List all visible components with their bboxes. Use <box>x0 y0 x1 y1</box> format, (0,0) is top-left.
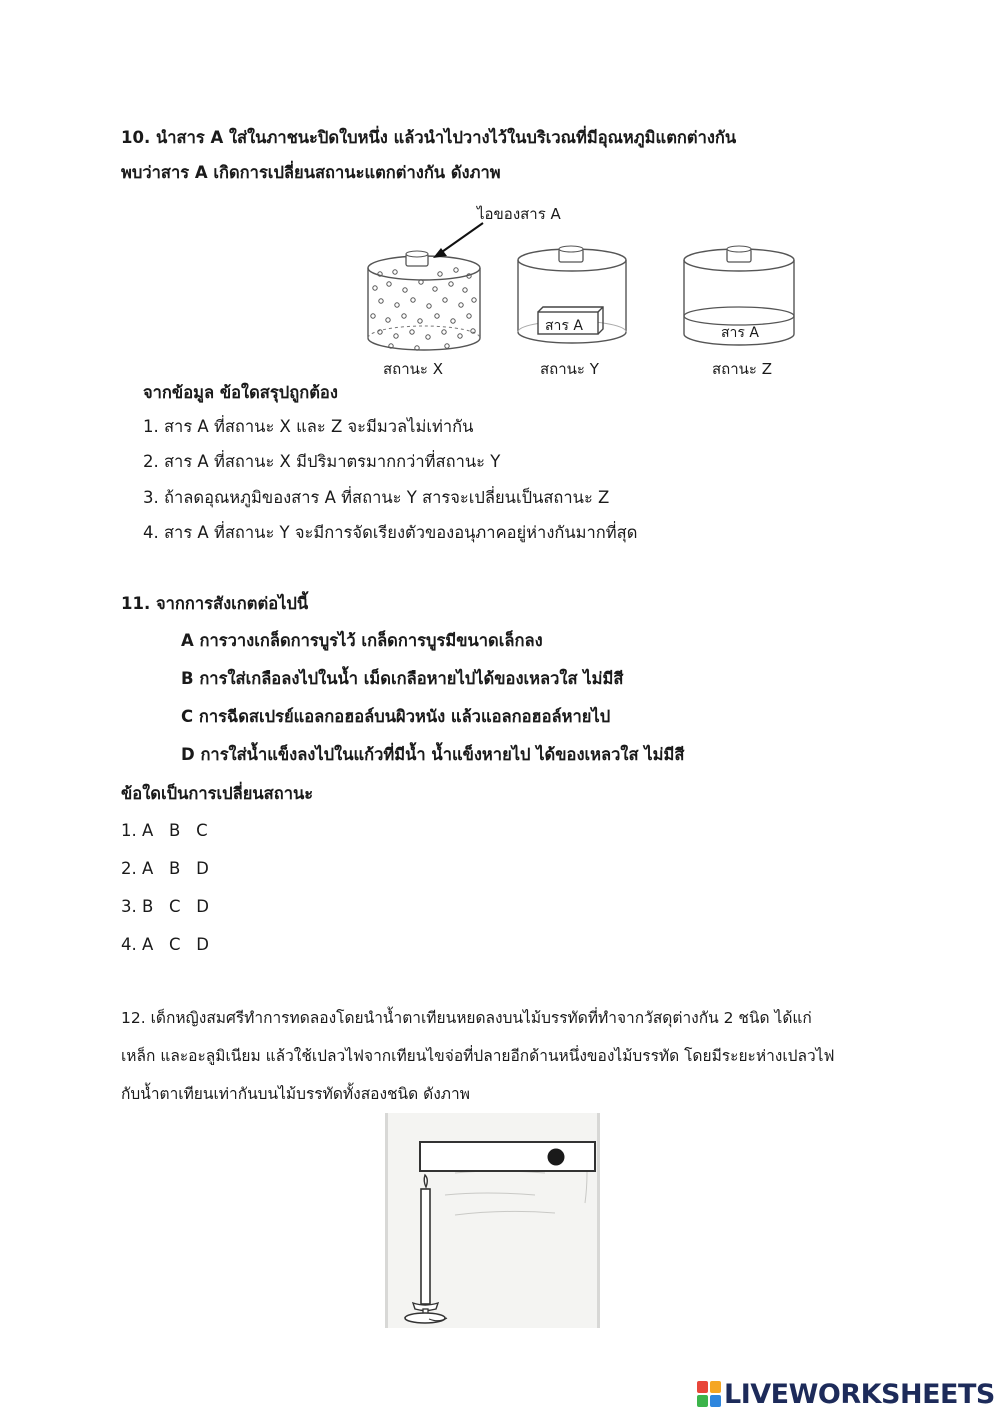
q11-item-c: C การฉีดสเปรย์แอลกอฮอล์บนผิวหนัง แล้วแอลกอฮอล์หายไป <box>181 707 611 726</box>
q11-option-3[interactable]: 3. B C D <box>121 897 210 916</box>
caption-state-y: สถานะ Y <box>540 360 599 378</box>
solid-label: สาร A <box>545 318 583 334</box>
liquid-label: สาร A <box>721 325 759 341</box>
logo-square-green <box>697 1395 708 1407</box>
q11-item-d: D การใส่น้ำแข็งลงไปในแก้วที่มีน้ำ น้ำแข็งหายไป ได้ของเหลวใส ไม่มีสี <box>181 745 685 764</box>
logo-square-red <box>697 1381 708 1393</box>
q10-line2: พบว่าสาร A เกิดการเปลี่ยนสถานะแตกต่างกัน ดังภาพ <box>121 163 501 182</box>
caption-state-z: สถานะ Z <box>712 360 773 378</box>
metal-ruler <box>420 1142 595 1171</box>
q11-option-4[interactable]: 4. A C D <box>121 935 209 954</box>
q12-line1: 12. เด็กหญิงสมศรีทำการทดลองโดยนำน้ำตาเทียนหยดลงบนไม้บรรทัดที่ทำจากวัสดุต่างกัน 2 ชนิด ได้แก่ <box>121 1009 812 1027</box>
q11-prompt: ข้อใดเป็นการเปลี่ยนสถานะ <box>121 784 314 803</box>
q12-line3: กับน้ำตาเทียนเท่ากันบนไม้บรรทัดทั้งสองชนิด ดังภาพ <box>121 1085 470 1103</box>
q10-option-4[interactable]: 4. สาร A ที่สถานะ Y จะมีการจัดเรียงตัวของอนุภาคอยู่ห่างกันมากที่สุด <box>143 523 638 542</box>
q10-option-3[interactable]: 3. ถ้าลดอุณหภูมิของสาร A ที่สถานะ Y สารจะเปลี่ยนเป็นสถานะ Z <box>143 488 610 507</box>
vapor-arrow <box>433 223 483 258</box>
q11-item-a: A การวางเกล็ดการบูรไว้ เกล็ดการบูรมีขนาดเล็กลง <box>181 631 543 650</box>
q11-title: 11. จากการสังเกตต่อไปนี้ <box>121 594 309 613</box>
vapor-label: ไอของสาร A <box>477 205 561 223</box>
q11-item-b: B การใส่เกลือลงไปในน้ำ เม็ดเกลือหายไปได้ของเหลวใส ไม่มีสี <box>181 669 624 688</box>
q10-option-1[interactable]: 1. สาร A ที่สถานะ X และ Z จะมีมวลไม่เท่ากัน <box>143 417 474 436</box>
logo-square-orange <box>710 1381 721 1393</box>
logo-square-blue <box>710 1395 721 1407</box>
wax-drop <box>548 1149 565 1166</box>
caption-state-x: สถานะ X <box>383 360 444 378</box>
q10-line1: 10. นำสาร A ใส่ในภาชนะปิดใบหนึ่ง แล้วนำไปวางไว้ในบริเวณที่มีอุณหภูมิแตกต่างกัน <box>121 128 737 147</box>
q10-option-2[interactable]: 2. สาร A ที่สถานะ X มีปริมาตรมากกว่าที่สถานะ Y <box>143 452 501 471</box>
q10-prompt: จากข้อมูล ข้อใดสรุปถูกต้อง <box>143 383 338 402</box>
logo-text: LIVEWORKSHEETS <box>724 1378 995 1410</box>
container-x <box>368 251 480 350</box>
q12-line2: เหล็ก และอะลูมิเนียม แล้วใช้เปลวไฟจากเทียนไขจ่อที่ปลายอีกด้านหนึ่งของไม้บรรทัด โดยมีระยะห่างเปลวไฟ <box>121 1047 835 1065</box>
q11-option-2[interactable]: 2. A B D <box>121 859 209 878</box>
liveworksheets-logo <box>697 1378 995 1410</box>
candle-ruler-figure <box>385 1113 605 1328</box>
logo-mark-icon <box>697 1381 721 1407</box>
three-containers-figure <box>355 210 815 370</box>
q11-option-1[interactable]: 1. A B C <box>121 821 208 840</box>
